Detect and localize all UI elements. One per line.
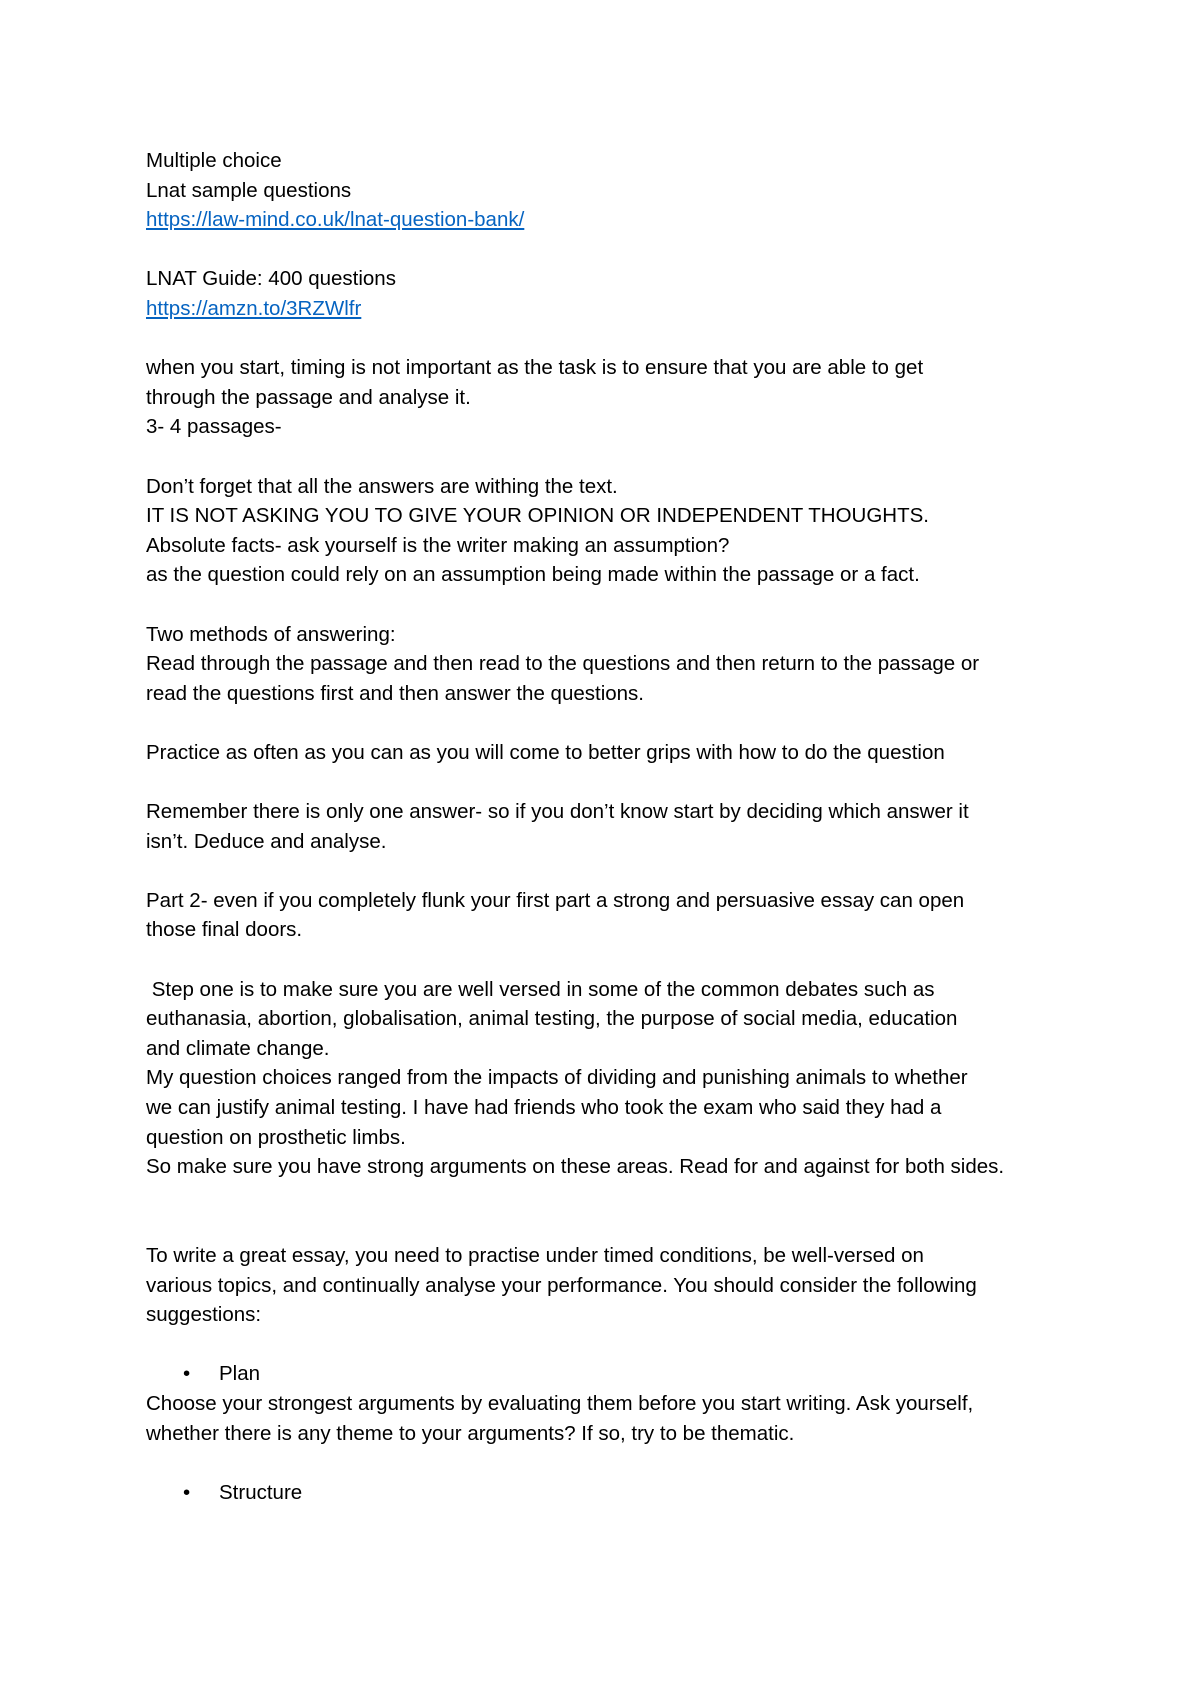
paragraph-practice (146, 738, 1076, 768)
text-line: Step one is to make sure you are well versed in some of the common debates such as (146, 977, 935, 1001)
text-line: Remember there is only one answer- so if you don’t know start by deciding which answer it (146, 800, 969, 824)
text-line: we can justify animal testing. I have had friends who took the exam who said they had a (146, 1096, 942, 1119)
text-line: 3- 4 passages- (146, 415, 282, 439)
text-line: various topics, and continually analyse your performance. You should consider the following (146, 1273, 977, 1297)
text-line: those final doors. (146, 918, 303, 942)
text-line: Choose your strongest arguments by evaluating them before you start writing. Ask yourself, (146, 1391, 974, 1415)
bullet-item-structure (146, 1478, 1076, 1508)
text-line: as the question could rely on an assumption being made within the passage or a fact. (146, 563, 920, 587)
paragraph-plan (146, 1389, 1076, 1448)
amazon-guide-link[interactable]: https://amzn.to/3RZWlfr (146, 296, 362, 320)
question-bank-link[interactable]: https://law-mind.co.uk/lnat-question-bank/ (146, 208, 525, 232)
text-line: To write a great essay, you need to practise under timed conditions, be well-versed on (146, 1243, 924, 1267)
paragraph-answers-in-text (146, 472, 1076, 590)
text-line: My question choices ranged from the impacts of dividing and punishing animals to whether (146, 1066, 968, 1090)
text-line: when you start, timing is not important as the task is to ensure that you are able to get (146, 356, 924, 380)
text-line: Absolute facts- ask yourself is the writer making an assumption? (146, 533, 730, 557)
text-line: So make sure you have strong arguments on these areas. Read for and against for both sides. (146, 1155, 1005, 1179)
paragraph-timing (146, 353, 1076, 442)
paragraph-great-essay (146, 1241, 1076, 1330)
text-line: suggestions: (146, 1303, 262, 1327)
bullet-label: Structure (219, 1480, 303, 1504)
text-line: Read through the passage and then read to the questions and then return to the passage or (146, 652, 980, 676)
bullet-label: Plan (219, 1362, 261, 1386)
text-line: euthanasia, abortion, globalisation, animal testing, the purpose of social media, education (146, 1007, 958, 1031)
text-line: whether there is any theme to your arguments? If so, try to be thematic. (146, 1421, 795, 1445)
text-line: IT IS NOT ASKING YOU TO GIVE YOUR OPINION OR INDEPENDENT THOUGHTS. (146, 504, 929, 528)
text-line: Don’t forget that all the answers are withing the text. (146, 474, 618, 498)
bullet-item-plan (146, 1359, 1076, 1389)
doc-title: Multiple choice (146, 149, 282, 172)
paragraph-one-answer (146, 797, 1076, 856)
bullet-icon: • (183, 1480, 191, 1504)
text-line: through the passage and analyse it. (146, 385, 471, 409)
text-line: read the questions first and then answer the questions. (146, 681, 645, 705)
text-line: and climate change. (146, 1036, 330, 1060)
paragraph-methods (146, 620, 1076, 709)
document-body (146, 146, 1076, 1507)
text-line: question on prosthetic limbs. (146, 1125, 406, 1149)
text-line: Part 2- even if you completely flunk your first part a strong and persuasive essay can open (146, 888, 965, 912)
paragraph-step-one (146, 975, 1076, 1182)
doc-subtitle: Lnat sample questions (146, 178, 352, 202)
bullet-icon: • (183, 1362, 191, 1386)
text-line: Two methods of answering: (146, 622, 396, 646)
text-line: Practice as often as you can as you will come to better grips with how to do the question (146, 740, 945, 764)
paragraph-part-two (146, 886, 1076, 945)
text-line: isn’t. Deduce and analyse. (146, 829, 387, 853)
guide-label: LNAT Guide: 400 questions (146, 267, 396, 291)
